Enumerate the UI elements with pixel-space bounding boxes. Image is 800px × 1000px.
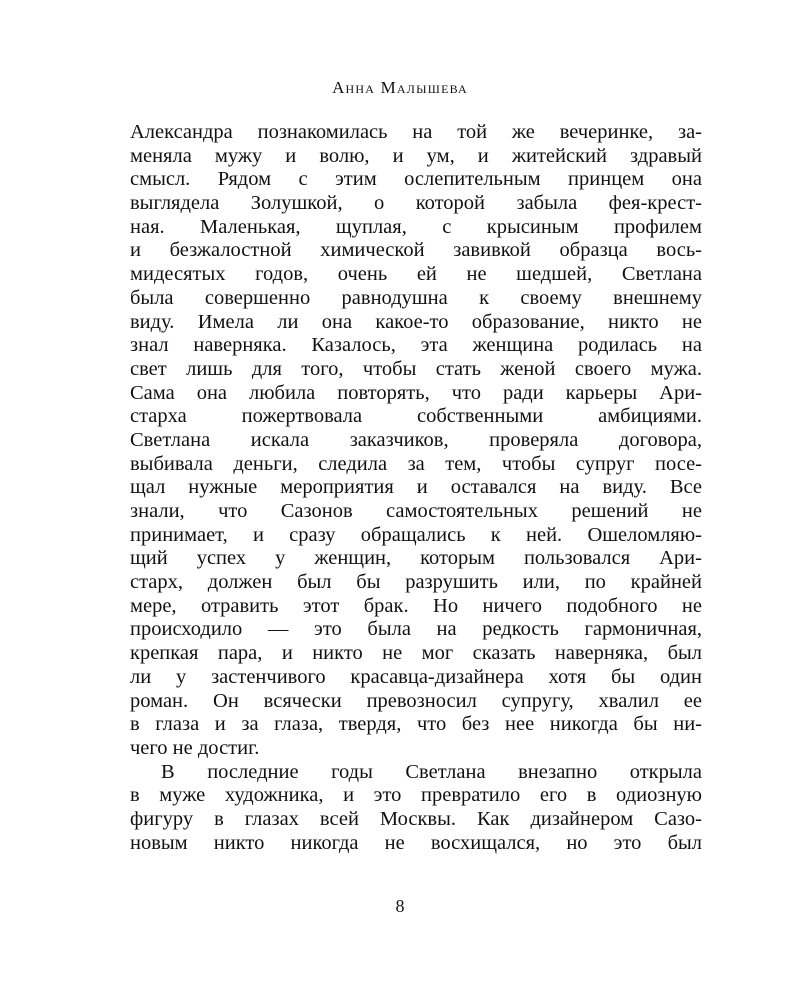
text-line: и безжалостной химической завивкой образца вось-: [130, 239, 702, 262]
text-line: знали, что Сазонов самостоятельных решений не: [130, 500, 702, 522]
text-line: свет лишь для того, чтобы стать женой своего мужа.: [130, 357, 702, 380]
text-line: была совершенно равнодушна к своему внешнему: [130, 286, 702, 309]
text-line: щий успех у женщин, которым пользовался Ари-: [130, 547, 702, 570]
text-line: новым никто никогда не восхищался, но это был: [130, 831, 702, 854]
running-head-author: Анна Малышева: [332, 78, 468, 97]
text-line: мидесятых годов, очень ей не шедшей, Светлана: [130, 263, 702, 286]
text-line: выбивала деньги, следила за тем, чтобы супруг посе-: [130, 452, 702, 475]
text-line: старх, должен был бы разрушить или, по крайней: [130, 571, 702, 594]
text-line: происходило — это была на редкость гармоничная,: [130, 618, 702, 641]
body-text: [130, 121, 702, 855]
text-line: фигуру в глазах всей Москвы. Как дизайнером Сазо-: [130, 807, 702, 830]
text-line: ная. Маленькая, щуплая, с крысиным профилем: [130, 215, 702, 238]
text-line: меняла мужу и волю, и ум, и житейский здравый: [130, 144, 702, 167]
text-line: в глаза и за глаза, твердя, что без нее никогда бы ни-: [130, 713, 702, 736]
text-line: смысл. Рядом с этим ослепительным принцем она: [130, 168, 702, 191]
text-line: роман. Он всячески превозносил супругу, хвалил ее: [130, 689, 702, 712]
text-line: старха пожертвовала собственными амбициями.: [130, 405, 702, 428]
text-line-paragraph-start: В последние годы Светлана внезапно открыла: [161, 760, 702, 783]
text-line: ли у застенчивого красавца-дизайнера хотя бы один: [130, 665, 702, 688]
text-line: в муже художника, и это превратило его в одиозную: [130, 784, 702, 807]
text-line: Сама она любила повторять, что ради карьеры Ари-: [130, 381, 702, 404]
text-line: принимает, и сразу обращались к ней. Ошеломляю-: [130, 523, 702, 546]
text-line: виду. Имела ли она какое-то образование, никто не: [130, 310, 702, 333]
text-line: крепкая пара, и никто не мог сказать наверняка, был: [130, 642, 702, 665]
text-line-paragraph-end: чего не достиг.: [130, 736, 260, 759]
text-line: выглядела Золушкой, о которой забыла фея-крест-: [130, 192, 702, 215]
text-line: Светлана искала заказчиков, проверяла договора,: [130, 428, 702, 451]
text-line: мере, отравить этот брак. Но ничего подобного не: [130, 594, 702, 617]
text-line: знал наверняка. Казалось, эта женщина родилась на: [130, 334, 702, 357]
text-line: щал нужные мероприятия и оставался на виду. Все: [130, 476, 702, 499]
page-number: 8: [395, 896, 405, 916]
text-line: Александра познакомилась на той же вечеринке, за-: [130, 121, 702, 143]
